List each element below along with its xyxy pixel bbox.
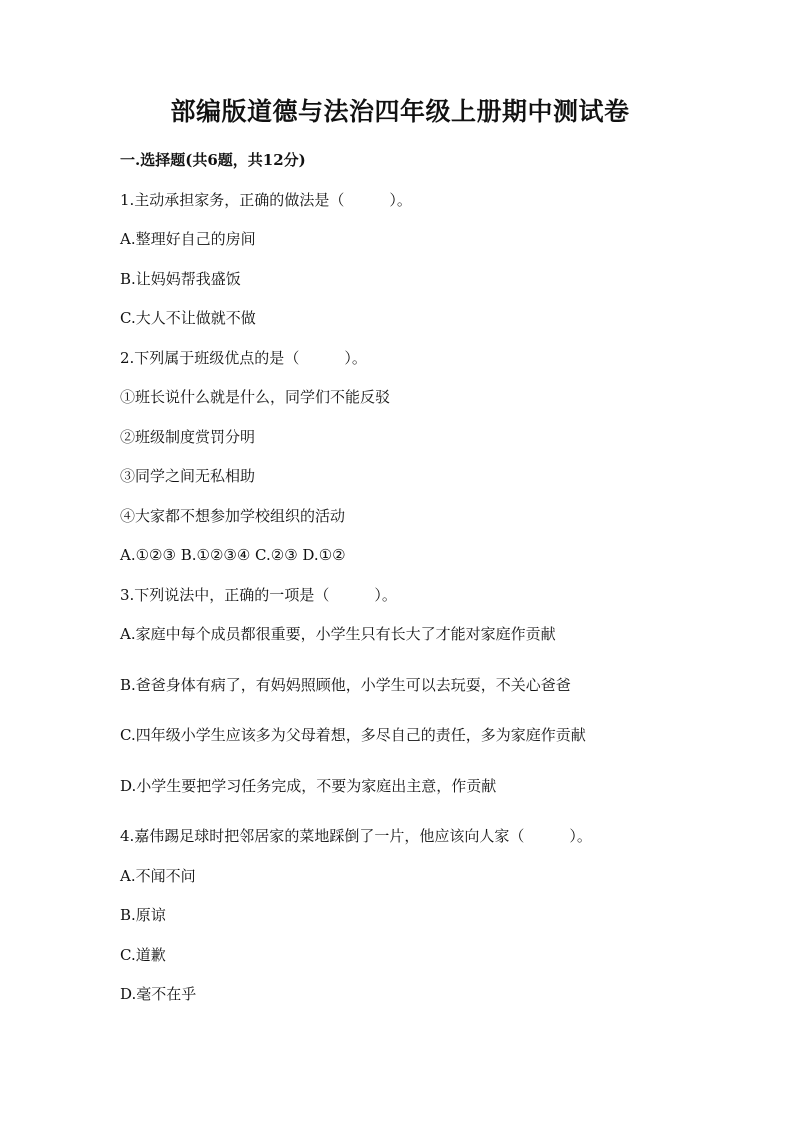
question-2-item-1: ①班长说什么就是什么，同学们不能反驳 xyxy=(120,388,391,406)
question-4-option-c: C.道歉 xyxy=(120,946,166,964)
question-3-stem: 3.下列说法中，正确的一项是（ ）。 xyxy=(120,586,397,604)
question-4-option-d: D.毫不在乎 xyxy=(120,985,197,1003)
question-3-option-c: C.四年级小学生应该多为父母着想，多尽自己的责任，多为家庭作贡献 xyxy=(120,726,586,744)
question-2-item-3: ③同学之间无私相助 xyxy=(120,467,256,485)
question-2-item-4: ④大家都不想参加学校组织的活动 xyxy=(120,507,346,525)
question-4-option-a: A.不闻不问 xyxy=(120,867,196,885)
question-3-option-a: A.家庭中每个成员都很重要，小学生只有长大了才能对家庭作贡献 xyxy=(120,625,556,643)
question-3-option-d: D.小学生要把学习任务完成，不要为家庭出主意，作贡献 xyxy=(120,777,497,795)
section-heading: 一.选择题(共6题，共12分) xyxy=(120,151,306,169)
question-4-stem: 4.嘉伟踢足球时把邻居家的菜地踩倒了一片，他应该向人家（ ）。 xyxy=(120,827,592,845)
question-2-item-2: ②班级制度赏罚分明 xyxy=(120,428,256,446)
question-1-option-b: B.让妈妈帮我盛饭 xyxy=(120,270,241,288)
question-1-option-c: C.大人不让做就不做 xyxy=(120,309,256,327)
question-1-stem: 1.主动承担家务，正确的做法是（ ）。 xyxy=(120,191,412,209)
question-4-option-b: B.原谅 xyxy=(120,906,166,924)
question-3-option-b: B.爸爸身体有病了，有妈妈照顾他，小学生可以去玩耍，不关心爸爸 xyxy=(120,676,571,694)
question-2-options: A.①②③ B.①②③④ C.②③ D.①② xyxy=(120,546,346,564)
question-1-option-a: A.整理好自己的房间 xyxy=(120,230,256,248)
page-title: 部编版道德与法治四年级上册期中测试卷 xyxy=(170,97,630,126)
question-2-stem: 2.下列属于班级优点的是（ ）。 xyxy=(120,349,367,367)
